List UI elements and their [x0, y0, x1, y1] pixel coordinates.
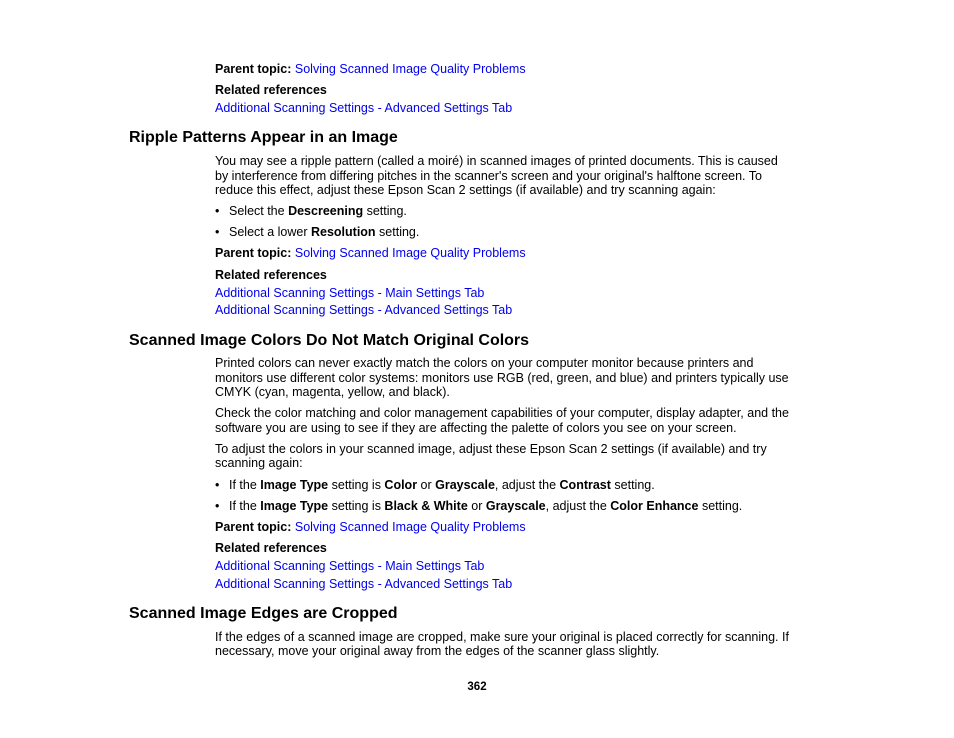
parent-topic-link[interactable]: Solving Scanned Image Quality Problems [294, 62, 526, 76]
parent-topic-link[interactable]: Solving Scanned Image Quality Problems [294, 246, 526, 260]
section-heading-ripple: Ripple Patterns Appear in an Image [129, 129, 398, 146]
parent-topic-label: Parent topic: [215, 246, 292, 260]
parent-topic-line [215, 520, 526, 535]
paragraph-line: scanning again: [215, 456, 303, 470]
bullet-item: • Select a lower Resolution setting. [215, 225, 420, 239]
paragraph-line: If the edges of a scanned image are cropped, make sure your original is placed correctly for scanning. If [215, 630, 789, 644]
paragraph-line: CMYK (cyan, magenta, yellow, and black). [215, 385, 450, 399]
related-reference-link[interactable]: Additional Scanning Settings - Main Settings Tab [215, 559, 485, 573]
paragraph-line: You may see a ripple pattern (called a moiré) in scanned images of printed documents. This is caused [215, 154, 778, 168]
paragraph-line: Check the color matching and color management capabilities of your computer, display adapter, and the [215, 406, 789, 420]
paragraph-line: monitors use different color systems: monitors use RGB (red, green, and blue) and printers typically use [215, 371, 789, 385]
bullet-dot: • [215, 499, 220, 513]
parent-topic-label: Parent topic: [215, 62, 292, 76]
related-reference-link[interactable]: Additional Scanning Settings - Main Settings Tab [215, 286, 485, 300]
section-heading-colors: Scanned Image Colors Do Not Match Original Colors [129, 332, 530, 349]
related-references-label: Related references [215, 541, 327, 555]
bullet-item: • If the Image Type setting is Color or Grayscale, adjust the Contrast setting. [215, 478, 655, 492]
related-references-label: Related references [215, 268, 327, 282]
related-references-label: Related references [215, 83, 327, 97]
paragraph-line: reduce this effect, adjust these Epson Scan 2 settings (if available) and try scanning again: [215, 183, 716, 197]
bullet-dot: • [215, 225, 220, 239]
related-reference-link[interactable]: Additional Scanning Settings - Advanced Settings Tab [215, 101, 513, 115]
related-reference-link[interactable]: Additional Scanning Settings - Advanced Settings Tab [215, 303, 513, 317]
paragraph-line: Printed colors can never exactly match the colors on your computer monitor because printers and [215, 356, 754, 370]
paragraph-line: software you are using to see if they are affecting the palette of colors you see on your screen. [215, 421, 737, 435]
bullet-item: • If the Image Type setting is Black & White or Grayscale, adjust the Color Enhance setting. [215, 499, 743, 513]
parent-topic-line [215, 62, 526, 77]
paragraph-line: necessary, move your original away from the edges of the scanner glass slightly. [215, 644, 660, 658]
section-heading-edges: Scanned Image Edges are Cropped [129, 605, 398, 622]
page-number: 362 [467, 681, 487, 693]
bullet-item: • Select the Descreening setting. [215, 204, 407, 218]
bullet-dot: • [215, 204, 220, 218]
parent-topic-label: Parent topic: [215, 520, 292, 534]
parent-topic-link[interactable]: Solving Scanned Image Quality Problems [294, 520, 526, 534]
paragraph-line: by interference from differing pitches in the scanner's screen and your original's halftone screen. To [215, 169, 762, 183]
paragraph-line: To adjust the colors in your scanned image, adjust these Epson Scan 2 settings (if available) and try [215, 442, 767, 456]
parent-topic-line [215, 246, 526, 261]
related-reference-link[interactable]: Additional Scanning Settings - Advanced Settings Tab [215, 577, 513, 591]
bullet-dot: • [215, 478, 220, 492]
